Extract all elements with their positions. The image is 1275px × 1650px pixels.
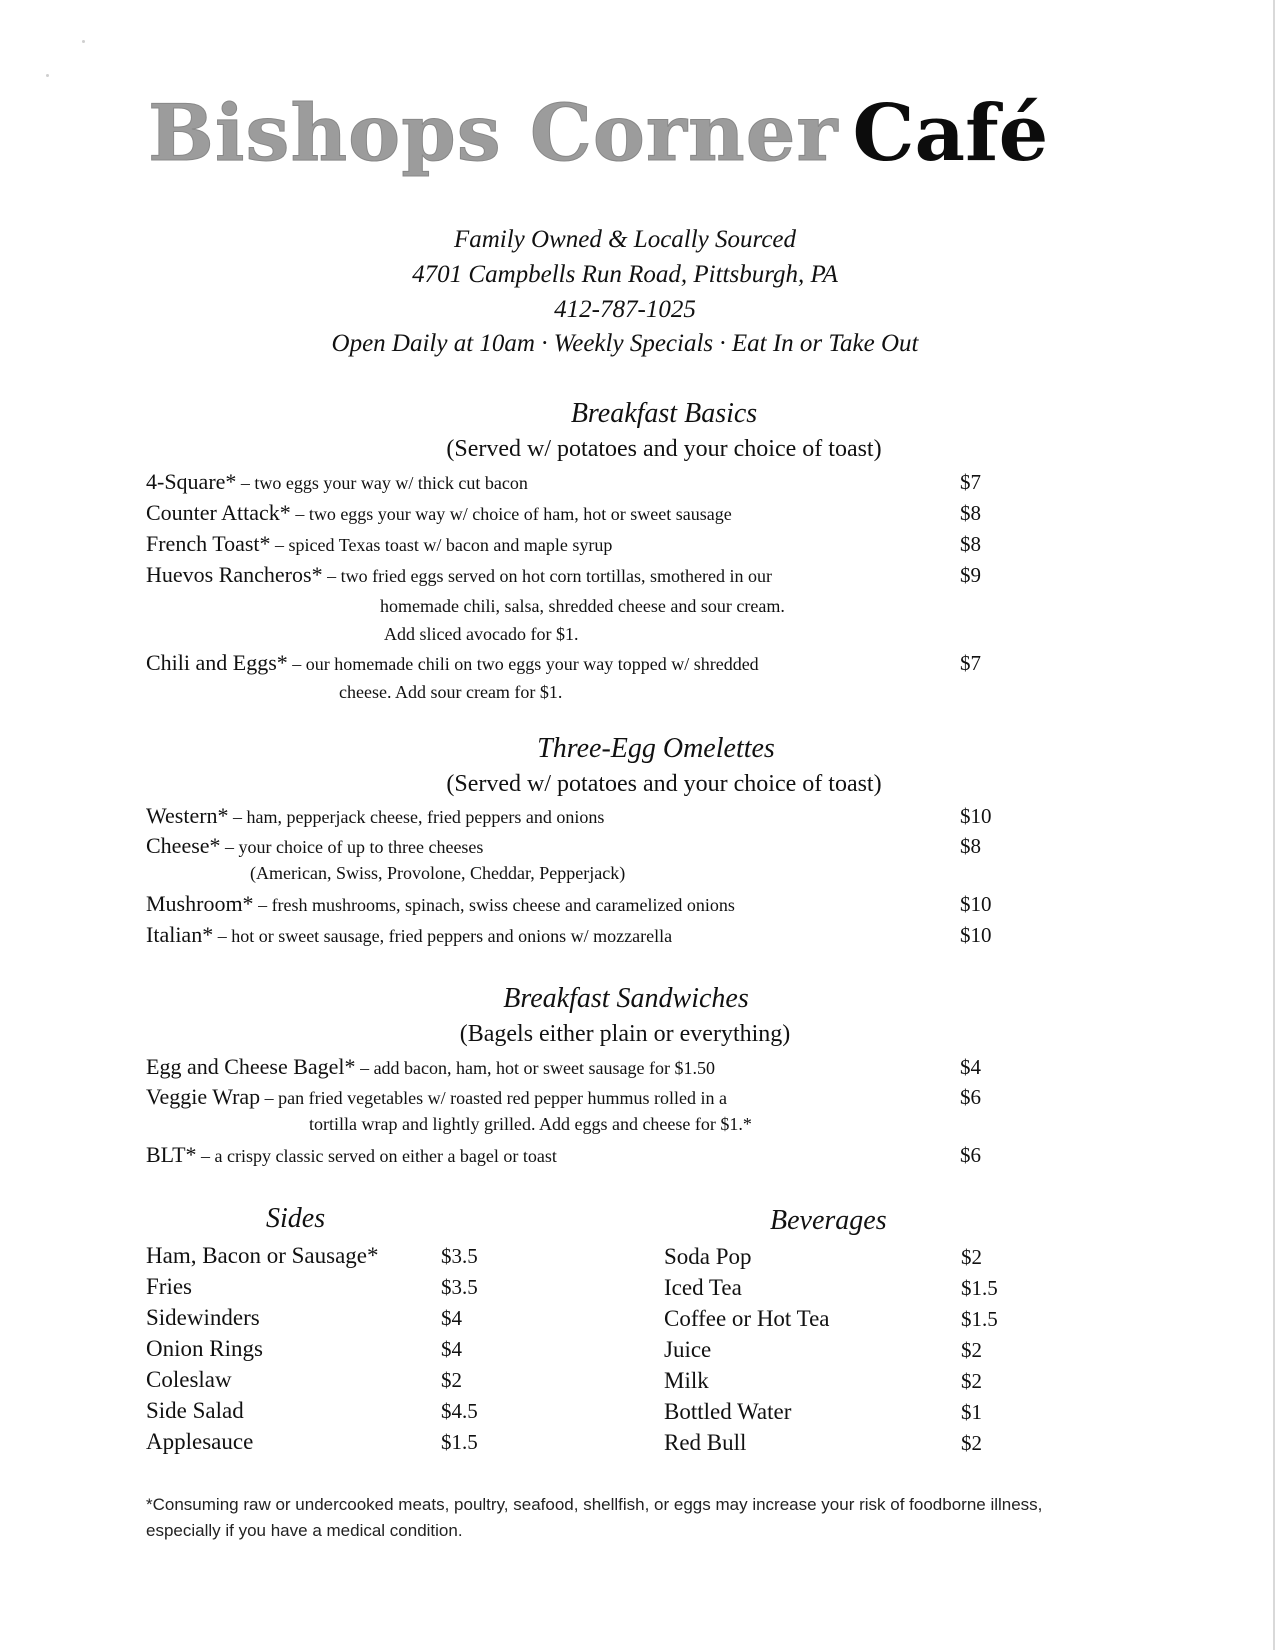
cafe-logo [148,88,1148,208]
item-price: $9 [960,563,981,587]
menu-item: Italian* – hot or sweet sausage, fried peppers and onions w/ mozzarella [146,922,673,947]
section-subtitle-sandwiches: (Bagels either plain or everything) [459,1021,791,1047]
side-price: $4 [441,1337,462,1361]
item-desc: fresh mushrooms, spinach, swiss cheese and caramelized onions [271,895,735,915]
logo-cafe: Café [852,88,1049,179]
item-name: Italian* [146,922,214,947]
phone-number: 412-787-1025 [554,296,696,323]
item-desc: two fried eggs served on hot corn tortillas, smothered in our [340,566,772,586]
item-price: $10 [960,923,992,947]
scan-speck [46,74,49,77]
item-price: $8 [960,532,981,556]
item-price: $4 [960,1055,981,1079]
beverage-price: $1.5 [961,1276,998,1300]
menu-item: French Toast* – spiced Texas toast w/ bacon and maple syrup [146,531,613,556]
side-item: Fries [146,1274,192,1299]
item-desc: pan fried vegetables w/ roasted red pepper hummus rolled in a [278,1088,728,1108]
item-desc: two eggs your way w/ choice of ham, hot or sweet sausage [308,504,732,524]
item-desc: add bacon, ham, hot or sweet sausage for $1.50 [373,1058,715,1078]
item-name: 4-Square* [146,469,237,494]
menu-item: Veggie Wrap – pan fried vegetables w/ roasted red pepper hummus rolled in a [146,1084,728,1109]
item-price: $10 [960,804,992,828]
item-price: $6 [960,1143,981,1167]
item-desc-continued: homemade chili, salsa, shredded cheese and sour cream. [380,596,785,616]
item-price: $7 [960,470,981,494]
beverage-item: Coffee or Hot Tea [664,1306,830,1331]
item-name: Huevos Rancheros* [146,562,323,587]
item-desc-continued: tortilla wrap and lightly grilled. Add eggs and cheese for $1.* [309,1114,752,1134]
section-title-sides: Sides [266,1203,326,1234]
menu-item: Mushroom* – fresh mushrooms, spinach, swiss cheese and caramelized onions [146,891,735,916]
menu-item: Egg and Cheese Bagel* – add bacon, ham, hot or sweet sausage for $1.50 [146,1054,715,1079]
item-price: $6 [960,1085,981,1109]
section-subtitle-omelettes: (Served w/ potatoes and your choice of toast) [446,771,882,797]
beverage-price: $2 [961,1369,982,1393]
side-price: $2 [441,1368,462,1392]
food-safety-disclaimer: *Consuming raw or undercooked meats, poultry, seafood, shellfish, or eggs may increase your risk of foodborne illness, especially if you have a medical condition. [146,1495,1043,1540]
scan-speck [82,40,85,43]
menu-item: Counter Attack* – two eggs your way w/ choice of ham, hot or sweet sausage [146,500,732,525]
item-desc: your choice of up to three cheeses [238,837,484,857]
beverage-item: Milk [664,1368,709,1393]
item-desc-continued: cheese. Add sour cream for $1. [339,682,563,702]
beverage-price: $2 [961,1245,982,1269]
beverage-item: Iced Tea [664,1275,742,1300]
item-price: $7 [960,651,981,675]
side-price: $3.5 [441,1244,478,1268]
menu-item: BLT* – a crispy classic served on either a bagel or toast [146,1142,557,1167]
beverage-price: $2 [961,1431,982,1455]
beverage-price: $1.5 [961,1307,998,1331]
tagline: Family Owned & Locally Sourced [453,226,797,253]
side-price: $4 [441,1306,462,1330]
item-name: Mushroom* [146,891,254,916]
section-title-beverages: Beverages [770,1205,887,1236]
section-title-breakfast-basics: Breakfast Basics [570,398,758,429]
side-item: Ham, Bacon or Sausage* [146,1243,379,1268]
item-price: $8 [960,501,981,525]
beverage-price: $2 [961,1338,982,1362]
side-item: Coleslaw [146,1367,232,1392]
section-subtitle-breakfast-basics: (Served w/ potatoes and your choice of toast) [446,436,882,462]
item-price: $8 [960,834,981,858]
side-price: $3.5 [441,1275,478,1299]
item-desc: hot or sweet sausage, fried peppers and onions w/ mozzarella [231,926,673,946]
item-name: BLT* [146,1142,197,1167]
item-name: Western* [146,803,229,828]
beverage-item: Bottled Water [664,1399,792,1424]
item-desc: ham, pepperjack cheese, fried peppers and onions [246,807,605,827]
menu-item: Huevos Rancheros* – two fried eggs served on hot corn tortillas, smothered in our [146,562,772,587]
side-item: Onion Rings [146,1336,263,1361]
item-price: $10 [960,892,992,916]
item-name: Chili and Eggs* [146,650,288,675]
item-desc: a crispy classic served on either a bagel or toast [214,1146,557,1166]
item-name: French Toast* [146,531,271,556]
side-price: $1.5 [441,1430,478,1454]
item-desc-continued: Add sliced avocado for $1. [384,624,579,644]
logo-bishops-corner: Bishops Corner [148,88,839,179]
item-desc-continued: (American, Swiss, Provolone, Cheddar, Pepperjack) [250,863,626,883]
item-name: Veggie Wrap [146,1084,261,1109]
beverage-item: Soda Pop [664,1244,752,1269]
side-item: Applesauce [146,1429,254,1454]
item-desc: our homemade chili on two eggs your way topped w/ shredded [305,654,759,674]
beverage-item: Juice [664,1337,712,1362]
hours-line: Open Daily at 10am · Weekly Specials · Eat In or Take Out [331,330,919,357]
item-name: Cheese* [146,833,221,858]
menu-item: Cheese* – your choice of up to three cheeses [146,833,484,858]
item-desc: two eggs your way w/ thick cut bacon [254,473,528,493]
address: 4701 Campbells Run Road, Pittsburgh, PA [412,261,838,288]
beverage-price: $1 [961,1400,982,1424]
menu-item: Western* – ham, pepperjack cheese, fried peppers and onions [146,803,605,828]
menu-item: Chili and Eggs* – our homemade chili on two eggs your way topped w/ shredded [146,650,759,675]
beverage-item: Red Bull [664,1430,747,1455]
side-item: Sidewinders [146,1305,260,1330]
item-name: Counter Attack* [146,500,291,525]
section-title-omelettes: Three-Egg Omelettes [537,733,775,764]
side-price: $4.5 [441,1399,478,1423]
item-name: Egg and Cheese Bagel* [146,1054,356,1079]
side-item: Side Salad [146,1398,244,1423]
section-title-sandwiches: Breakfast Sandwiches [503,983,749,1014]
menu-item: 4-Square* – two eggs your way w/ thick cut bacon [146,469,528,494]
item-desc: spiced Texas toast w/ bacon and maple syrup [288,535,613,555]
